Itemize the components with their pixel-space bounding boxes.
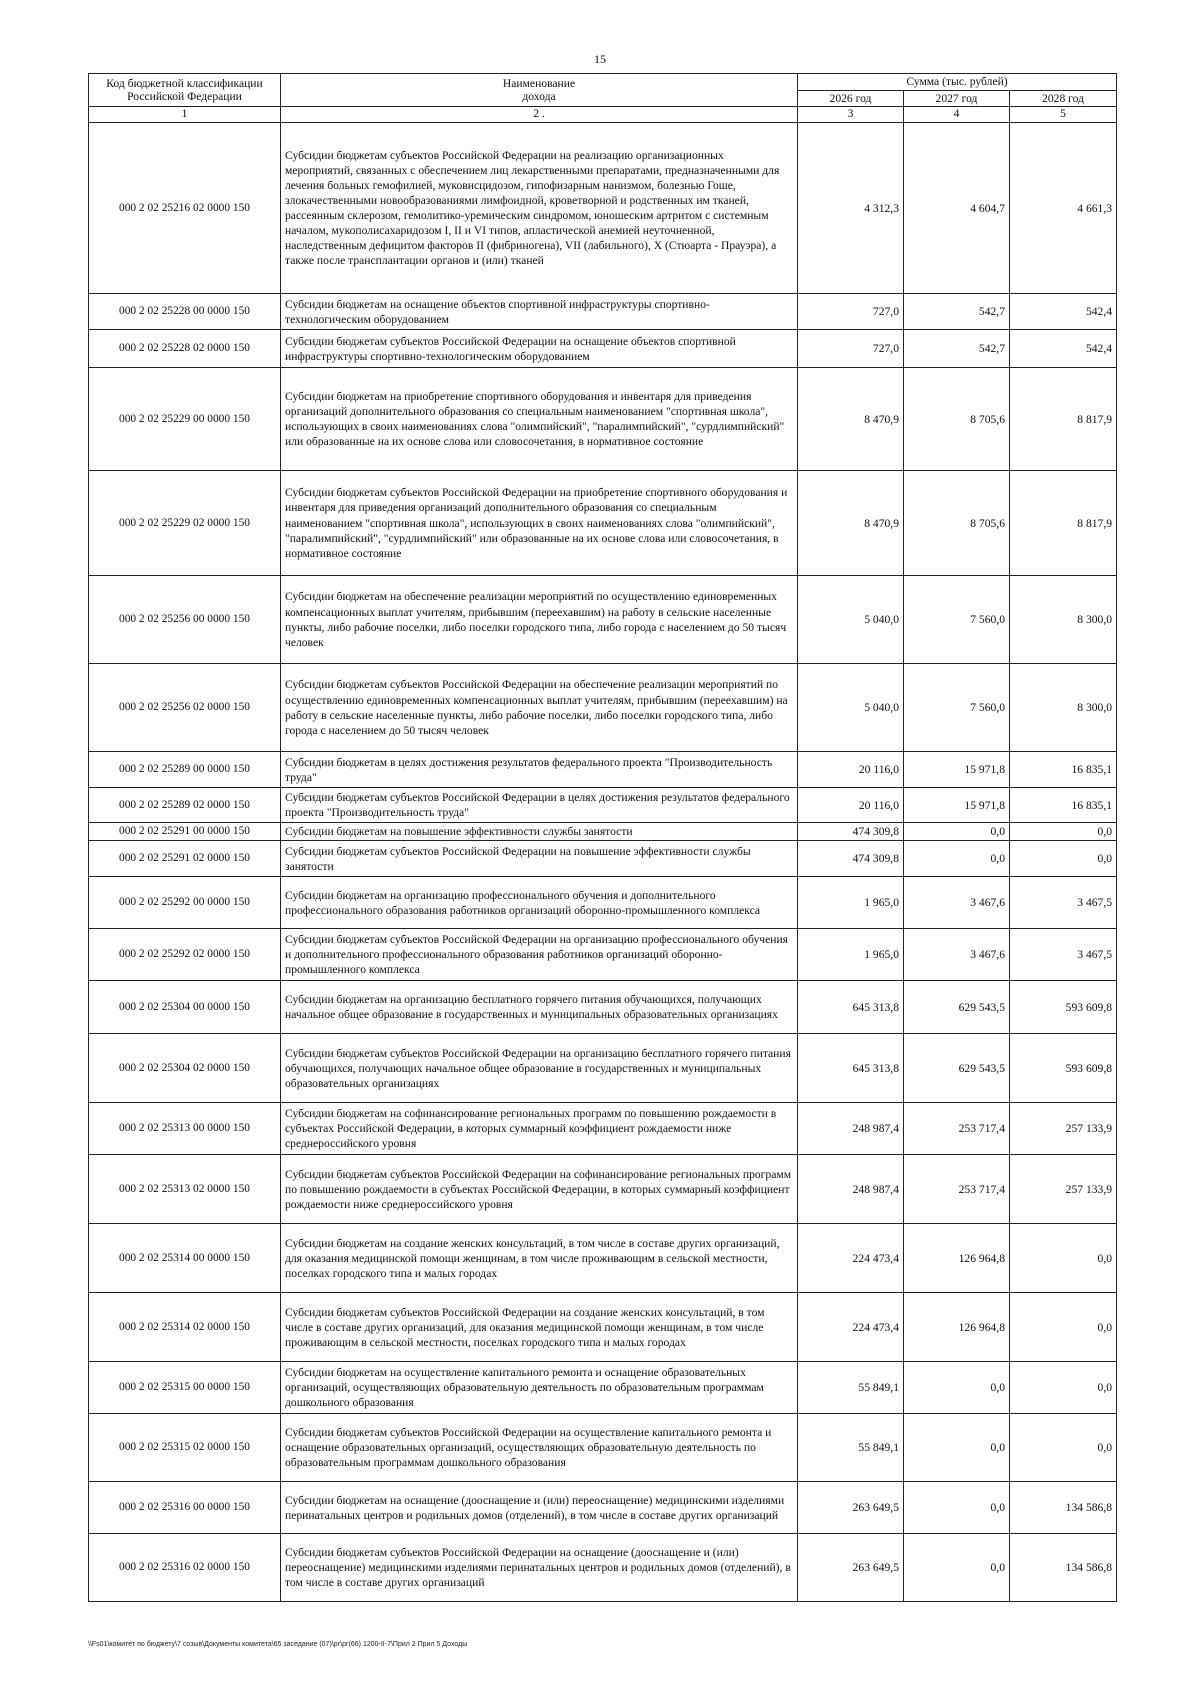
header-sum: Сумма (тыс. рублей) (798, 74, 1117, 91)
budget-code-cell: 000 2 02 25228 02 0000 150 (89, 330, 281, 368)
amount-2028-cell: 257 133,9 (1010, 1103, 1117, 1155)
amount-2028-cell: 8 300,0 (1010, 576, 1117, 664)
budget-code-cell: 000 2 02 25216 02 0000 150 (89, 123, 281, 294)
amount-2027-cell: 0,0 (904, 823, 1010, 841)
amount-2026-cell: 4 312,3 (798, 123, 904, 294)
col-number-3: 3 (798, 107, 904, 123)
budget-code-cell: 000 2 02 25229 02 0000 150 (89, 471, 281, 576)
table-header (89, 74, 1117, 123)
amount-2028-cell: 0,0 (1010, 1293, 1117, 1362)
income-name-cell: Субсидии бюджетам на софинансирование региональных программ по повышению рождаемости в субъектах Российской Федерации, в которых суммарный коэффициент рождаемости ниже среднероссийского уровня (281, 1103, 798, 1155)
amount-2028-cell: 0,0 (1010, 823, 1117, 841)
amount-2026-cell: 224 473,4 (798, 1224, 904, 1293)
amount-2026-cell: 645 313,8 (798, 1034, 904, 1103)
budget-code-cell: 000 2 02 25314 02 0000 150 (89, 1293, 281, 1362)
table-row (89, 1414, 1117, 1482)
table-row (89, 752, 1117, 788)
table-row (89, 877, 1117, 929)
header-name-line2: дохода (522, 90, 556, 104)
amount-2028-cell: 4 661,3 (1010, 123, 1117, 294)
table-body (89, 123, 1117, 1602)
budget-code-cell: 000 2 02 25291 00 0000 150 (89, 823, 281, 841)
table-row (89, 368, 1117, 471)
amount-2026-cell: 474 309,8 (798, 841, 904, 877)
budget-code-cell: 000 2 02 25256 02 0000 150 (89, 664, 281, 752)
budget-code-cell: 000 2 02 25304 00 0000 150 (89, 981, 281, 1034)
amount-2027-cell: 7 560,0 (904, 664, 1010, 752)
amount-2026-cell: 1 965,0 (798, 929, 904, 981)
amount-2027-cell: 629 543,5 (904, 1034, 1010, 1103)
table-row (89, 123, 1117, 294)
header-name-line1: Наименование (502, 76, 576, 90)
col-number-1: 1 (89, 107, 281, 123)
amount-2027-cell: 0,0 (904, 1534, 1010, 1602)
amount-2027-cell: 253 717,4 (904, 1103, 1010, 1155)
table-row (89, 841, 1117, 877)
amount-2028-cell: 542,4 (1010, 330, 1117, 368)
income-name-cell: Субсидии бюджетам субъектов Российской Федерации на приобретение спортивного оборудования и инвентаря для приведения организаций дополнительного образования со специальным наименованием "спортивная школа", использующих в своих наименованиях слова "олимпийский", "паралимпийский", "сурдлимпийский" или образованные на их основе слова или словосочетания, в нормативное состояние (281, 471, 798, 576)
amount-2027-cell: 3 467,6 (904, 929, 1010, 981)
amount-2026-cell: 248 987,4 (798, 1155, 904, 1224)
amount-2028-cell: 134 586,8 (1010, 1534, 1117, 1602)
table-row (89, 1362, 1117, 1414)
file-path-footer: \\Fs01\комитет по бюджету\7 созыв\Документы комитета\65 заседание (07)\рг\рг(66) 1200-II-7\Прил 2 Прил 5 Доходы (88, 1641, 468, 1648)
header-year-2027: 2027 год (904, 91, 1010, 107)
header-name (281, 74, 798, 107)
table-row (89, 1224, 1117, 1293)
budget-code-cell: 000 2 02 25289 00 0000 150 (89, 752, 281, 788)
income-name-cell: Субсидии бюджетам в целях достижения результатов федерального проекта "Производительность труда" (281, 752, 798, 788)
amount-2026-cell: 20 116,0 (798, 788, 904, 823)
amount-2028-cell: 8 817,9 (1010, 471, 1117, 576)
amount-2027-cell: 8 705,6 (904, 471, 1010, 576)
amount-2028-cell: 3 467,5 (1010, 877, 1117, 929)
table-row (89, 1034, 1117, 1103)
table-row (89, 981, 1117, 1034)
income-name-cell: Субсидии бюджетам субъектов Российской Федерации на организацию бесплатного горячего питания обучающихся, получающих начальное общее образование в государственных и муниципальных образовательных организациях (281, 1034, 798, 1103)
amount-2026-cell: 20 116,0 (798, 752, 904, 788)
amount-2026-cell: 8 470,9 (798, 471, 904, 576)
income-name-cell: Субсидии бюджетам на приобретение спортивного оборудования и инвентаря для приведения организаций дополнительного образования со специальным наименованием "спортивная школа", использующих в своих наименованиях слова "олимпийский", "паралимпийский", "сурдлимпийский" или образованные на их основе слова или словосочетания, в нормативное состояние (281, 368, 798, 471)
income-name-cell: Субсидии бюджетам на создание женских консультаций, в том числе в составе других организаций, для оказания медицинской помощи женщинам, в том числе проживающим в сельской местности, поселках городского типа и малых городах (281, 1224, 798, 1293)
header-year-2026: 2026 год (798, 91, 904, 107)
amount-2028-cell: 134 586,8 (1010, 1482, 1117, 1534)
table-row (89, 788, 1117, 823)
amount-2027-cell: 4 604,7 (904, 123, 1010, 294)
amount-2026-cell: 248 987,4 (798, 1103, 904, 1155)
table-row (89, 330, 1117, 368)
amount-2026-cell: 224 473,4 (798, 1293, 904, 1362)
header-code (89, 74, 281, 107)
amount-2028-cell: 8 300,0 (1010, 664, 1117, 752)
amount-2028-cell: 16 835,1 (1010, 788, 1117, 823)
amount-2027-cell: 3 467,6 (904, 877, 1010, 929)
budget-code-cell: 000 2 02 25292 02 0000 150 (89, 929, 281, 981)
amount-2026-cell: 55 849,1 (798, 1414, 904, 1482)
header-code-line1: Код бюджетной классификации (106, 76, 263, 90)
income-name-cell: Субсидии бюджетам на организацию профессионального обучения и дополнительного профессионального образования работников организаций оборонно-промышленного комплекса (281, 877, 798, 929)
income-name-cell: Субсидии бюджетам субъектов Российской Федерации на осуществление капитального ремонта и оснащение образовательных организаций, осуществляющих образовательную деятельность по образовательным программам дошкольного образования (281, 1414, 798, 1482)
amount-2027-cell: 0,0 (904, 1362, 1010, 1414)
amount-2026-cell: 474 309,8 (798, 823, 904, 841)
amount-2027-cell: 15 971,8 (904, 788, 1010, 823)
amount-2026-cell: 5 040,0 (798, 576, 904, 664)
amount-2028-cell: 0,0 (1010, 1224, 1117, 1293)
amount-2026-cell: 5 040,0 (798, 664, 904, 752)
amount-2027-cell: 542,7 (904, 330, 1010, 368)
income-name-cell: Субсидии бюджетам субъектов Российской Федерации на обеспечение реализации мероприятий по осуществлению единовременных компенсационных выплат учителям, прибывшим (переехавшим) на работу в сельские населенные пункты, либо рабочие поселки, либо поселки городского типа, либо города с населением до 50 тысяч человек (281, 664, 798, 752)
budget-code-cell: 000 2 02 25315 00 0000 150 (89, 1362, 281, 1414)
income-name-cell: Субсидии бюджетам на обеспечение реализации мероприятий по осуществлению единовременных компенсационных выплат учителям, прибывшим (переехавшим) на работу в сельские населенные пункты, либо рабочие поселки, либо поселки городского типа, либо города с населением до 50 тысяч человек (281, 576, 798, 664)
budget-code-cell: 000 2 02 25315 02 0000 150 (89, 1414, 281, 1482)
amount-2027-cell: 126 964,8 (904, 1293, 1010, 1362)
amount-2027-cell: 0,0 (904, 841, 1010, 877)
income-name-cell: Субсидии бюджетам субъектов Российской Федерации на реализацию организационных мероприятий, связанных с обеспечением лиц лекарственными препаратами, предназначенными для лечения больных гемофилией, муковисцидозом, гипофизарным нанизмом, болезнью Гоше, злокачественными новообразованиями лимфоидной, кроветворной и родственных им тканей, рассеянным склерозом, гемолитико-уремическим синдромом, юношеским артритом с системным началом, мукополисахаридозом I, II и VI типов, апластической анемией неуточненной, наследственным дефицитом факторов II (фибриногена), VII (лабильного), X (Стюарта - Прауэра), а также после трансплантации органов и (или) тканей (281, 123, 798, 294)
amount-2028-cell: 16 835,1 (1010, 752, 1117, 788)
amount-2028-cell: 8 817,9 (1010, 368, 1117, 471)
budget-code-cell: 000 2 02 25313 00 0000 150 (89, 1103, 281, 1155)
income-name-cell: Субсидии бюджетам субъектов Российской Федерации на повышение эффективности службы занятости (281, 841, 798, 877)
budget-code-cell: 000 2 02 25256 00 0000 150 (89, 576, 281, 664)
income-name-cell: Субсидии бюджетам на организацию бесплатного горячего питания обучающихся, получающих начальное общее образование в государственных и муниципальных образовательных организациях (281, 981, 798, 1034)
amount-2027-cell: 253 717,4 (904, 1155, 1010, 1224)
table-row (89, 823, 1117, 841)
header-code-line2: Российской Федерации (127, 90, 242, 104)
amount-2026-cell: 1 965,0 (798, 877, 904, 929)
amount-2028-cell: 257 133,9 (1010, 1155, 1117, 1224)
amount-2028-cell: 593 609,8 (1010, 981, 1117, 1034)
budget-code-cell: 000 2 02 25229 00 0000 150 (89, 368, 281, 471)
amount-2027-cell: 8 705,6 (904, 368, 1010, 471)
col-number-5: 5 (1010, 107, 1117, 123)
income-name-cell: Субсидии бюджетам субъектов Российской Федерации на организацию профессионального обучения и дополнительного профессионального образования работников организаций оборонно-промышленного комплекса (281, 929, 798, 981)
income-name-cell: Субсидии бюджетам на оснащение (дооснащение и (или) переоснащение) медицинскими изделиями перинатальных центров и родильных домов (отделений), в том числе в составе других организаций (281, 1482, 798, 1534)
income-name-cell: Субсидии бюджетам на оснащение объектов спортивной инфраструктуры спортивно-технологическим оборудованием (281, 294, 798, 330)
amount-2027-cell: 15 971,8 (904, 752, 1010, 788)
table-row (89, 1482, 1117, 1534)
amount-2027-cell: 7 560,0 (904, 576, 1010, 664)
amount-2026-cell: 55 849,1 (798, 1362, 904, 1414)
col-number-4: 4 (904, 107, 1010, 123)
budget-code-cell: 000 2 02 25316 00 0000 150 (89, 1482, 281, 1534)
amount-2027-cell: 126 964,8 (904, 1224, 1010, 1293)
amount-2027-cell: 629 543,5 (904, 981, 1010, 1034)
amount-2027-cell: 542,7 (904, 294, 1010, 330)
amount-2028-cell: 0,0 (1010, 841, 1117, 877)
amount-2028-cell: 593 609,8 (1010, 1034, 1117, 1103)
amount-2026-cell: 263 649,5 (798, 1534, 904, 1602)
income-name-cell: Субсидии бюджетам субъектов Российской Федерации на оснащение (дооснащение и (или) переоснащение) медицинскими изделиями перинатальных центров и родильных домов (отделений), в том числе в составе других организаций (281, 1534, 798, 1602)
budget-code-cell: 000 2 02 25316 02 0000 150 (89, 1534, 281, 1602)
amount-2028-cell: 542,4 (1010, 294, 1117, 330)
table-row (89, 1103, 1117, 1155)
income-name-cell: Субсидии бюджетам субъектов Российской Федерации на софинансирование региональных программ по повышению рождаемости в субъектах Российской Федерации, в которых суммарный коэффициент рождаемости ниже среднероссийского уровня (281, 1155, 798, 1224)
amount-2026-cell: 727,0 (798, 294, 904, 330)
amount-2027-cell: 0,0 (904, 1482, 1010, 1534)
amount-2026-cell: 727,0 (798, 330, 904, 368)
budget-code-cell: 000 2 02 25289 02 0000 150 (89, 788, 281, 823)
amount-2028-cell: 0,0 (1010, 1362, 1117, 1414)
budget-code-cell: 000 2 02 25292 00 0000 150 (89, 877, 281, 929)
income-name-cell: Субсидии бюджетам на осуществление капитального ремонта и оснащение образовательных организаций, осуществляющих образовательную деятельность по образовательным программам дошкольного образования (281, 1362, 798, 1414)
col-number-2: 2 . (281, 107, 798, 123)
amount-2028-cell: 3 467,5 (1010, 929, 1117, 981)
table-row (89, 294, 1117, 330)
table-row (89, 471, 1117, 576)
income-name-cell: Субсидии бюджетам субъектов Российской Федерации на создание женских консультаций, в том числе в составе других организаций, для оказания медицинской помощи женщинам, в том числе проживающим в сельской местности, поселках городского типа и малых городах (281, 1293, 798, 1362)
table-row (89, 929, 1117, 981)
budget-code-cell: 000 2 02 25304 02 0000 150 (89, 1034, 281, 1103)
income-name-cell: Субсидии бюджетам на повышение эффективности службы занятости (281, 823, 798, 841)
amount-2028-cell: 0,0 (1010, 1414, 1117, 1482)
table-row (89, 1155, 1117, 1224)
amount-2027-cell: 0,0 (904, 1414, 1010, 1482)
budget-code-cell: 000 2 02 25314 00 0000 150 (89, 1224, 281, 1293)
budget-code-cell: 000 2 02 25228 00 0000 150 (89, 294, 281, 330)
amount-2026-cell: 645 313,8 (798, 981, 904, 1034)
table-row (89, 1293, 1117, 1362)
budget-code-cell: 000 2 02 25291 02 0000 150 (89, 841, 281, 877)
amount-2026-cell: 263 649,5 (798, 1482, 904, 1534)
amount-2026-cell: 8 470,9 (798, 368, 904, 471)
income-name-cell: Субсидии бюджетам субъектов Российской Федерации в целях достижения результатов федерального проекта "Производительность труда" (281, 788, 798, 823)
table-row (89, 664, 1117, 752)
income-table (88, 73, 1117, 1602)
income-name-cell: Субсидии бюджетам субъектов Российской Федерации на оснащение объектов спортивной инфраструктуры спортивно-технологическим оборудованием (281, 330, 798, 368)
table-row (89, 576, 1117, 664)
header-year-2028: 2028 год (1010, 91, 1117, 107)
table-row (89, 1534, 1117, 1602)
budget-code-cell: 000 2 02 25313 02 0000 150 (89, 1155, 281, 1224)
page-number: 15 (594, 52, 606, 66)
